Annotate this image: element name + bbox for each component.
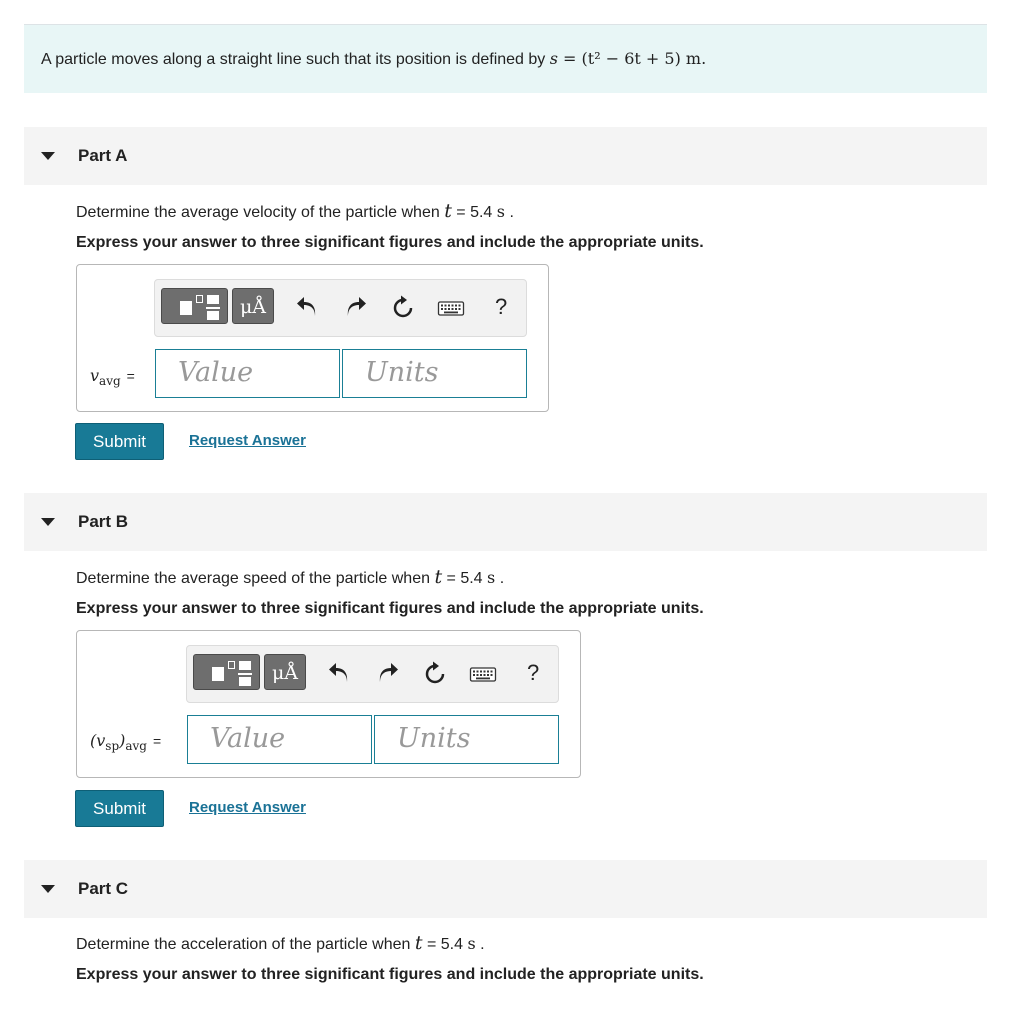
part-b-units-input[interactable]: Units	[374, 715, 559, 764]
math-rhs: (t² − 6t + 5)	[581, 49, 681, 68]
time-variable: t	[434, 566, 443, 588]
time-value: = 5.4	[456, 204, 493, 221]
time-unit: s	[487, 568, 496, 587]
math-lhs: s	[549, 49, 558, 68]
collapse-caret-icon[interactable]	[41, 518, 55, 526]
part-b-variable-label: $(v_{sp})_{avg}$ =	[90, 731, 162, 754]
undo-icon[interactable]	[327, 660, 351, 688]
part-b-request-answer-link[interactable]: Request Answer	[189, 799, 306, 816]
templates-button[interactable]	[193, 654, 260, 690]
equation-toolbar	[154, 279, 527, 337]
part-c-question: Determine the acceleration of the particle when t = 5.4 s .	[76, 932, 485, 954]
part-c-header[interactable]	[24, 860, 987, 918]
problem-text: A particle moves along a straight line such that its position is defined by	[41, 51, 546, 68]
templates-button[interactable]	[161, 288, 228, 324]
time-variable: t	[414, 932, 423, 954]
part-b-header[interactable]	[24, 493, 987, 551]
part-b-title: Part B	[78, 512, 129, 531]
help-icon[interactable]: ?	[527, 660, 540, 685]
collapse-caret-icon[interactable]	[41, 885, 55, 893]
math-end: .	[701, 49, 707, 68]
part-a-request-answer-link[interactable]: Request Answer	[189, 432, 306, 449]
equation-toolbar	[186, 645, 559, 703]
part-a-variable-label: $v_{avg}$ =	[90, 366, 135, 389]
units-button[interactable]: μÅ	[232, 288, 274, 324]
math-unit: m	[685, 49, 702, 68]
part-b-value-input[interactable]: Value	[187, 715, 372, 764]
time-variable: t	[444, 200, 452, 222]
reset-icon[interactable]	[391, 294, 415, 322]
help-icon[interactable]: ?	[495, 294, 508, 319]
part-c-title: Part C	[78, 879, 129, 898]
time-unit: s	[496, 202, 505, 221]
time-value: = 5.4	[426, 936, 463, 953]
part-c-instruction: Express your answer to three significant figures and include the appropriate units.	[76, 966, 704, 983]
undo-icon[interactable]	[295, 294, 319, 322]
part-b-answer-box	[76, 630, 581, 778]
part-b-submit-button[interactable]: Submit	[75, 790, 164, 827]
time-unit: s	[467, 934, 476, 953]
redo-icon[interactable]	[344, 294, 368, 322]
part-b-instruction: Express your answer to three significant figures and include the appropriate units.	[76, 600, 704, 617]
part-a-submit-button[interactable]: Submit	[75, 423, 164, 460]
part-a-question: Determine the average velocity of the particle when t = 5.4 s .	[76, 200, 514, 222]
redo-icon[interactable]	[376, 660, 400, 688]
part-a-value-input[interactable]: Value	[155, 349, 340, 398]
part-a-title: Part A	[78, 146, 128, 165]
part-a-header[interactable]	[24, 127, 987, 185]
part-a-answer-box	[76, 264, 549, 412]
position-equation: s = (t² − 6t + 5) m.	[549, 49, 707, 68]
problem-statement	[24, 25, 987, 93]
collapse-caret-icon[interactable]	[41, 152, 55, 160]
keyboard-icon[interactable]	[469, 660, 497, 688]
reset-icon[interactable]	[423, 660, 447, 688]
part-b-question: Determine the average speed of the particle when t = 5.4 s .	[76, 566, 505, 588]
part-a-instruction: Express your answer to three significant figures and include the appropriate units.	[76, 234, 704, 251]
units-button[interactable]: μÅ	[264, 654, 306, 690]
time-value: = 5.4	[446, 570, 483, 587]
keyboard-icon[interactable]	[437, 294, 465, 322]
part-a-units-input[interactable]: Units	[342, 349, 527, 398]
